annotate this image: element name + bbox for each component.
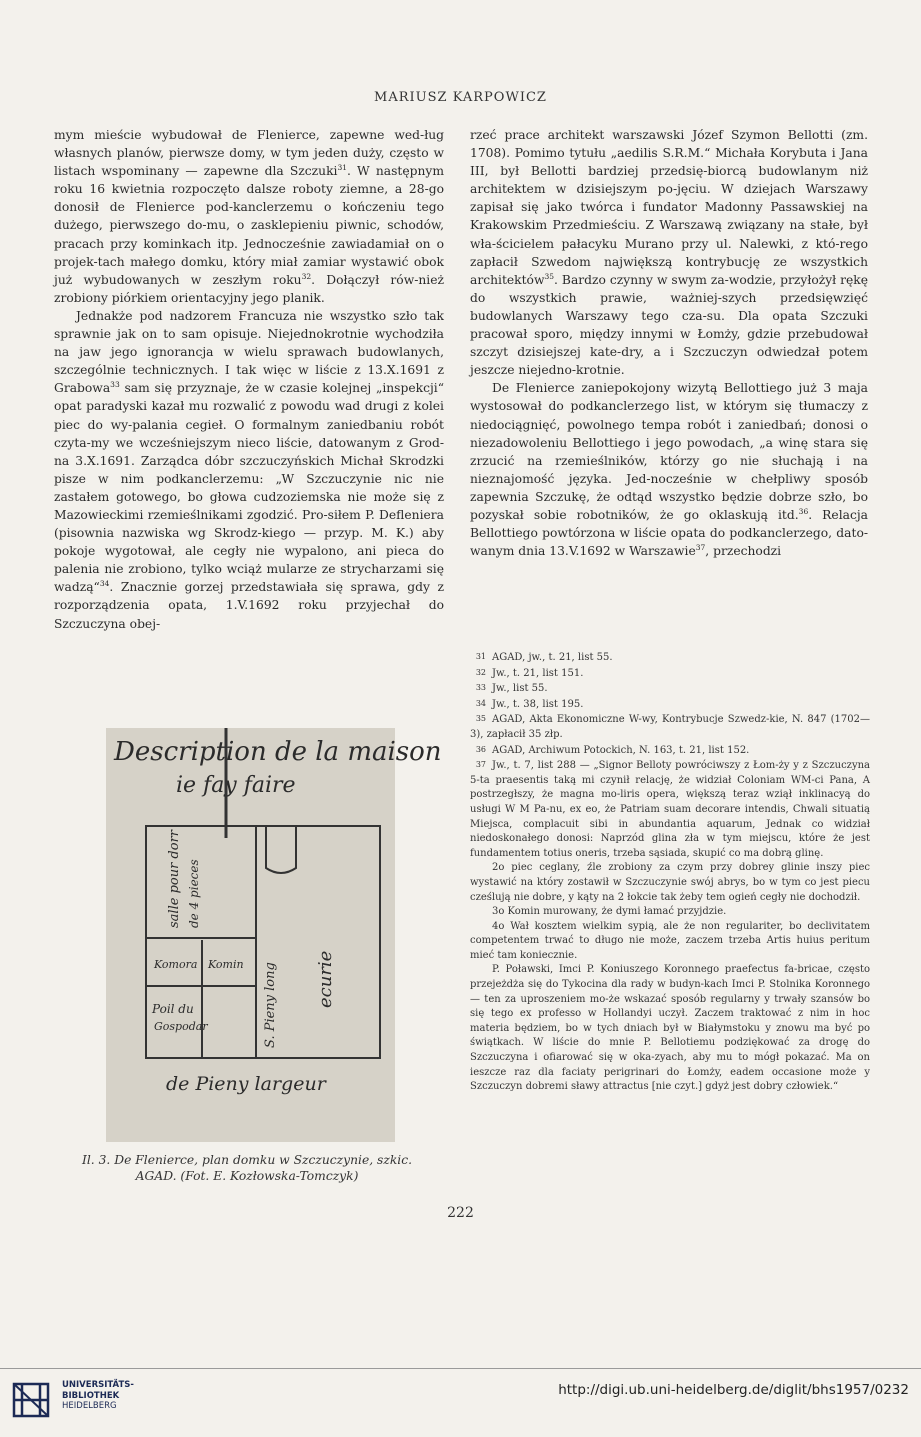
text-run: , przechodzi — [705, 544, 782, 559]
footnote-ref[interactable]: 31 — [337, 163, 347, 173]
footnote-text: Jw., t. 7, list 288 — „Signor Belloty powróciwszy z Łom-ży y z Szczuczyna 5-ta praesentis taką mi czynił relację, że widział Coloniam WM-ci Pana, A postrzegłszy, że magna mo-liris opera, większą teraz wziął inklinacyą do usługi W M Pa-nu, ex eo, że Patriam suam decorare intendis, Chwali situatią Miejsca, complacuit sibi in abundantia aquarum, Jednak co widział niedoskonałego donosi: Naprzód glina zła w tym miejscu, które że jest fundamentem totius oneris, trzeba sąsiada, skupić co ma dobrą glinę. — [470, 760, 870, 859]
footnote-number: 34 — [475, 698, 486, 708]
figure-caption — [44, 1152, 450, 1184]
left-paragraph-1 — [54, 126, 444, 307]
logo-line-3: HEIDELBERG — [62, 1401, 117, 1411]
library-logo[interactable] — [12, 1380, 212, 1420]
footnote-point: 2o piec ceglany, źle zrobiony za czym przy dobrey glinie inszy piec wystawić na który zostawił w Szczuczynie swój abrys, bo w tym co jest piecu cześlują nie dobre, y kąty na 2 łokcie tak żeby tem ogień cegły nie dochodził. — [470, 862, 870, 903]
footnote-text: AGAD, Archiwum Potockich, N. 163, t. 21, list 152. — [492, 744, 750, 756]
label-gospodar: Gospodar — [154, 1020, 208, 1033]
footnote-number: 31 — [475, 652, 486, 661]
running-head: MARIUSZ KARPOWICZ — [374, 90, 547, 105]
left-paragraph-2 — [54, 307, 444, 633]
source-url-link[interactable]: http://digi.ub.uni-heidelberg.de/diglit/bhs1957/0232 — [558, 1382, 909, 1398]
footer-divider — [0, 1368, 921, 1369]
label-left-top2: de 4 pieces — [187, 859, 201, 928]
label-left-top: salle pour dorr — [167, 829, 182, 928]
footnote-number: 36 — [475, 744, 486, 754]
caption-line-2: AGAD. (Fot. E. Kozłowska-Tomczyk) — [135, 1169, 359, 1183]
label-right: ecurie — [315, 950, 336, 1008]
text-run: . Dołączył rów-nież zrobiony piórkiem orientacyjny jego planik. — [54, 272, 444, 305]
text-run: rzeć prace architekt warszawski Józef Szymon Bellotti (zm. 1708). Pomimo tytułu „aedilis S.R.M.“ Michała Korybuta i Jana III, był Bellotti bardziej przedsię-biorcą budowlanym niż architektem w dzisiejszym po-jęciu. W dziejach Warszawy zapisał się jako twórca i fundator Madonny Passawskiej na Krakowskim Przedmieściu. Z Warszawą związany na stałe, był wła-ścicielem pałacyku Murano przy ul. Nalewki, z któ-rego zapłacił Szwedom największą kontrybucję ze wszystkich architektów — [470, 128, 868, 287]
label-bottom: de Pieny largeur — [166, 1073, 326, 1095]
footnote-ref[interactable]: 35 — [544, 271, 555, 281]
text-run: De Flenierce zaniepokojony wizytą Bellottiego już 3 maja wystosował do podkanclerzego list, w którym się tłumaczy z niedociągnięć, powolnego tempa robót i zaniedbań; donosi o niezadowoleniu Bellottiego i jego powodach, „a winę stara się zrzucić na rzemieślników, którzy go nie słuchają i na nieznajomość języka. Jed-nocześnie w chełpliwy sposób zapewnia Szczukę, że odtąd wszystko będzie dobrze szło, bo pozyskał sobie robotników, że go oklaskują itd. — [470, 381, 868, 522]
footnote — [470, 758, 870, 861]
label-middle: S. Pieny long — [263, 962, 278, 1048]
text-run: . Relacja Bellottiego powtórzona w liście opata do podkanclerzego, dato-wanym dnia 13.V.1692 w Warszawie — [470, 507, 869, 559]
footnote-number: 32 — [475, 667, 486, 677]
footnote — [470, 743, 870, 759]
sketch-svg — [106, 728, 442, 1142]
right-paragraph-2 — [470, 379, 868, 560]
figure-sketch-plan — [106, 728, 442, 1142]
left-column — [54, 126, 444, 633]
sketch-title-line1: Description de la maison — [114, 737, 442, 767]
text-run: . Bardzo czynny w swym za-wodzie, przyłożył rękę do wszystkich prawie, ważniej-szych przedsięwzięć budowlanych Warszawy tego cza-su. Dla opata Szczuki pracował sporo, między innymi w Łomży, gdzie przebudował szczyt dzisiejszej kate-dry, a i Szczuczyn odwiedzał potem jeszcze niejedno-krotnie. — [470, 272, 868, 378]
footnote — [470, 712, 870, 742]
footnote-number: 33 — [475, 683, 486, 693]
logo-line-2: BIBLIOTHEK — [62, 1390, 120, 1401]
footnote — [470, 650, 870, 666]
footnote-number: 37 — [475, 760, 486, 770]
footnote — [470, 681, 870, 697]
footnote-ref[interactable]: 33 — [110, 380, 120, 390]
text-run: Jednakże pod nadzorem Francuza nie wszystko szło tak sprawnie jak on to sam opisuje. Niejednokrotnie wychodziła na jaw jego ignorancja w wielu sprawach budowlanych, szczególnie technicznych. I tak więc w liście z 13.X.1691 z Grabowa — [54, 308, 444, 396]
logo-line-1: UNIVERSITÄTS- — [62, 1380, 134, 1390]
footnote-ref[interactable]: 32 — [301, 271, 312, 281]
footnote-ref[interactable]: 37 — [695, 543, 706, 553]
text-run: mym mieście wybudował de Flenierce, zapewne wed-ług własnych planów, pierwsze domy, w tym jeden duży, często w listach wspominany — zapewne dla Szczuki — [54, 128, 444, 179]
label-komora: Komora — [154, 958, 198, 971]
footnotes — [470, 650, 870, 1095]
footnote-text: Jw., t. 38, list 195. — [492, 698, 584, 710]
page-number: 222 — [447, 1205, 474, 1221]
right-column — [470, 126, 868, 560]
library-logo-text — [62, 1380, 134, 1412]
footnote-point: 4o Wał kosztem wielkim sypią, ale że non regulariter, bo declivitatem competentem trwać to długo nie może, zaczem trzeba Artis huius peritum mieć tam koniecznie. — [470, 920, 870, 961]
footnote — [470, 697, 870, 713]
text-run: . W następnym roku 16 kwietnia rozpoczęto dalsze roboty ziemne, a 28-go donosił de Flenierce pod-kanclerzemu o kończeniu tego dużego, pierwszego do-mu, o zasklepieniu piwnic, schodów, pracach przy kominkach itp. Jednocześnie zawiadamiał on o projek-tach małego domku, który miał zamiar wystawić obok już wybudowanych w zeszłym roku — [54, 164, 445, 287]
footnote-text: Jw., list 55. — [492, 683, 548, 695]
right-paragraph-1 — [470, 126, 868, 379]
footnote-point: P. Poławski, Imci P. Koniuszego Koronnego praefectus fa-bricae, często przejeżdża się do Tykocina dla rady w budyn-kach Imci P. Stolnika Koronnego — ten za uproszeniem mo-że wskazać sposób regularny y trwały szansów bo się tego ex professo w Hollandyi uczył. Zaczem traktować z nim in hoc materia będziem, bo w tych dniach był w Białymstoku y znowu ma być po świątkach. W liście do mnie P. Bellotiemu podziękować za drogę do Szczuczyna i ofiarować się w oka-zyach, aby mu to mógł pokazać. Ma on ieszcze raz dla faciaty perigrinari do Łomży, eadem occasione może y Szczuczyn dobremi sławy attractus [nie czyt.] gdyż jest dobry człowiek.“ — [470, 964, 870, 1093]
sketch-title-line2: ie fay faire — [176, 773, 296, 798]
text-run: sam się przyznaje, że w czasie kolejnej „inspekcji“ opat paradyski kazał mu rozwalić z powodu wad drugi z kolei piec do wy-palania cegieł. O formalnym zaniedbaniu robót czyta-my we wcześniejszym nieco liście, datowanym z Grod-na 3.X.1691. Zarządca dóbr szczuczyńskich Michał Skrodzki pisze w nim podkanclerzemu: „W Szczuczynie nic nie zastałem gotowego, bo głowa cudzoziemska nie może się z Mazowieckimi rzemieślnikami zgodzić. Pro-siłem P. Defleniera (pisownia nazwiska wg Skrodz-kiego — przyp. M. K.) aby pokoje wygotował, ale cegły nie wypalono, ani pieca do palenia nie zrobiono, tylko wciąż mularze ze strycharzami się wadzą“ — [54, 381, 444, 595]
label-komin: Komin — [208, 958, 244, 971]
footnote-point: 3o Komin murowany, że dymi łamać przyjdzie. — [492, 906, 727, 918]
footnote-ref[interactable]: 34 — [99, 579, 110, 589]
footnote-text: AGAD, Akta Ekonomiczne W-wy, Kontrybucje Szwedz-kie, N. 847 (1702—3), zapłacił 35 złp. — [470, 714, 870, 740]
text-run: . Znacznie gorzej przedstawiała się sprawa, gdy z rozporządzenia opata, 1.V.1692 roku przyjechał do Szczuczyna obej- — [54, 580, 444, 631]
library-logo-icon — [12, 1380, 52, 1420]
footnote-ref[interactable]: 36 — [798, 506, 809, 516]
footnote — [470, 666, 870, 682]
footnote-text: AGAD, jw., t. 21, list 55. — [492, 652, 613, 663]
footnote-number: 35 — [475, 714, 486, 724]
caption-line-1: Il. 3. De Flenierce, plan domku w Szczuczynie, szkic. — [81, 1153, 413, 1167]
footnote-text: Jw., t. 21, list 151. — [492, 667, 584, 679]
label-poil: Poil du — [152, 1002, 194, 1016]
